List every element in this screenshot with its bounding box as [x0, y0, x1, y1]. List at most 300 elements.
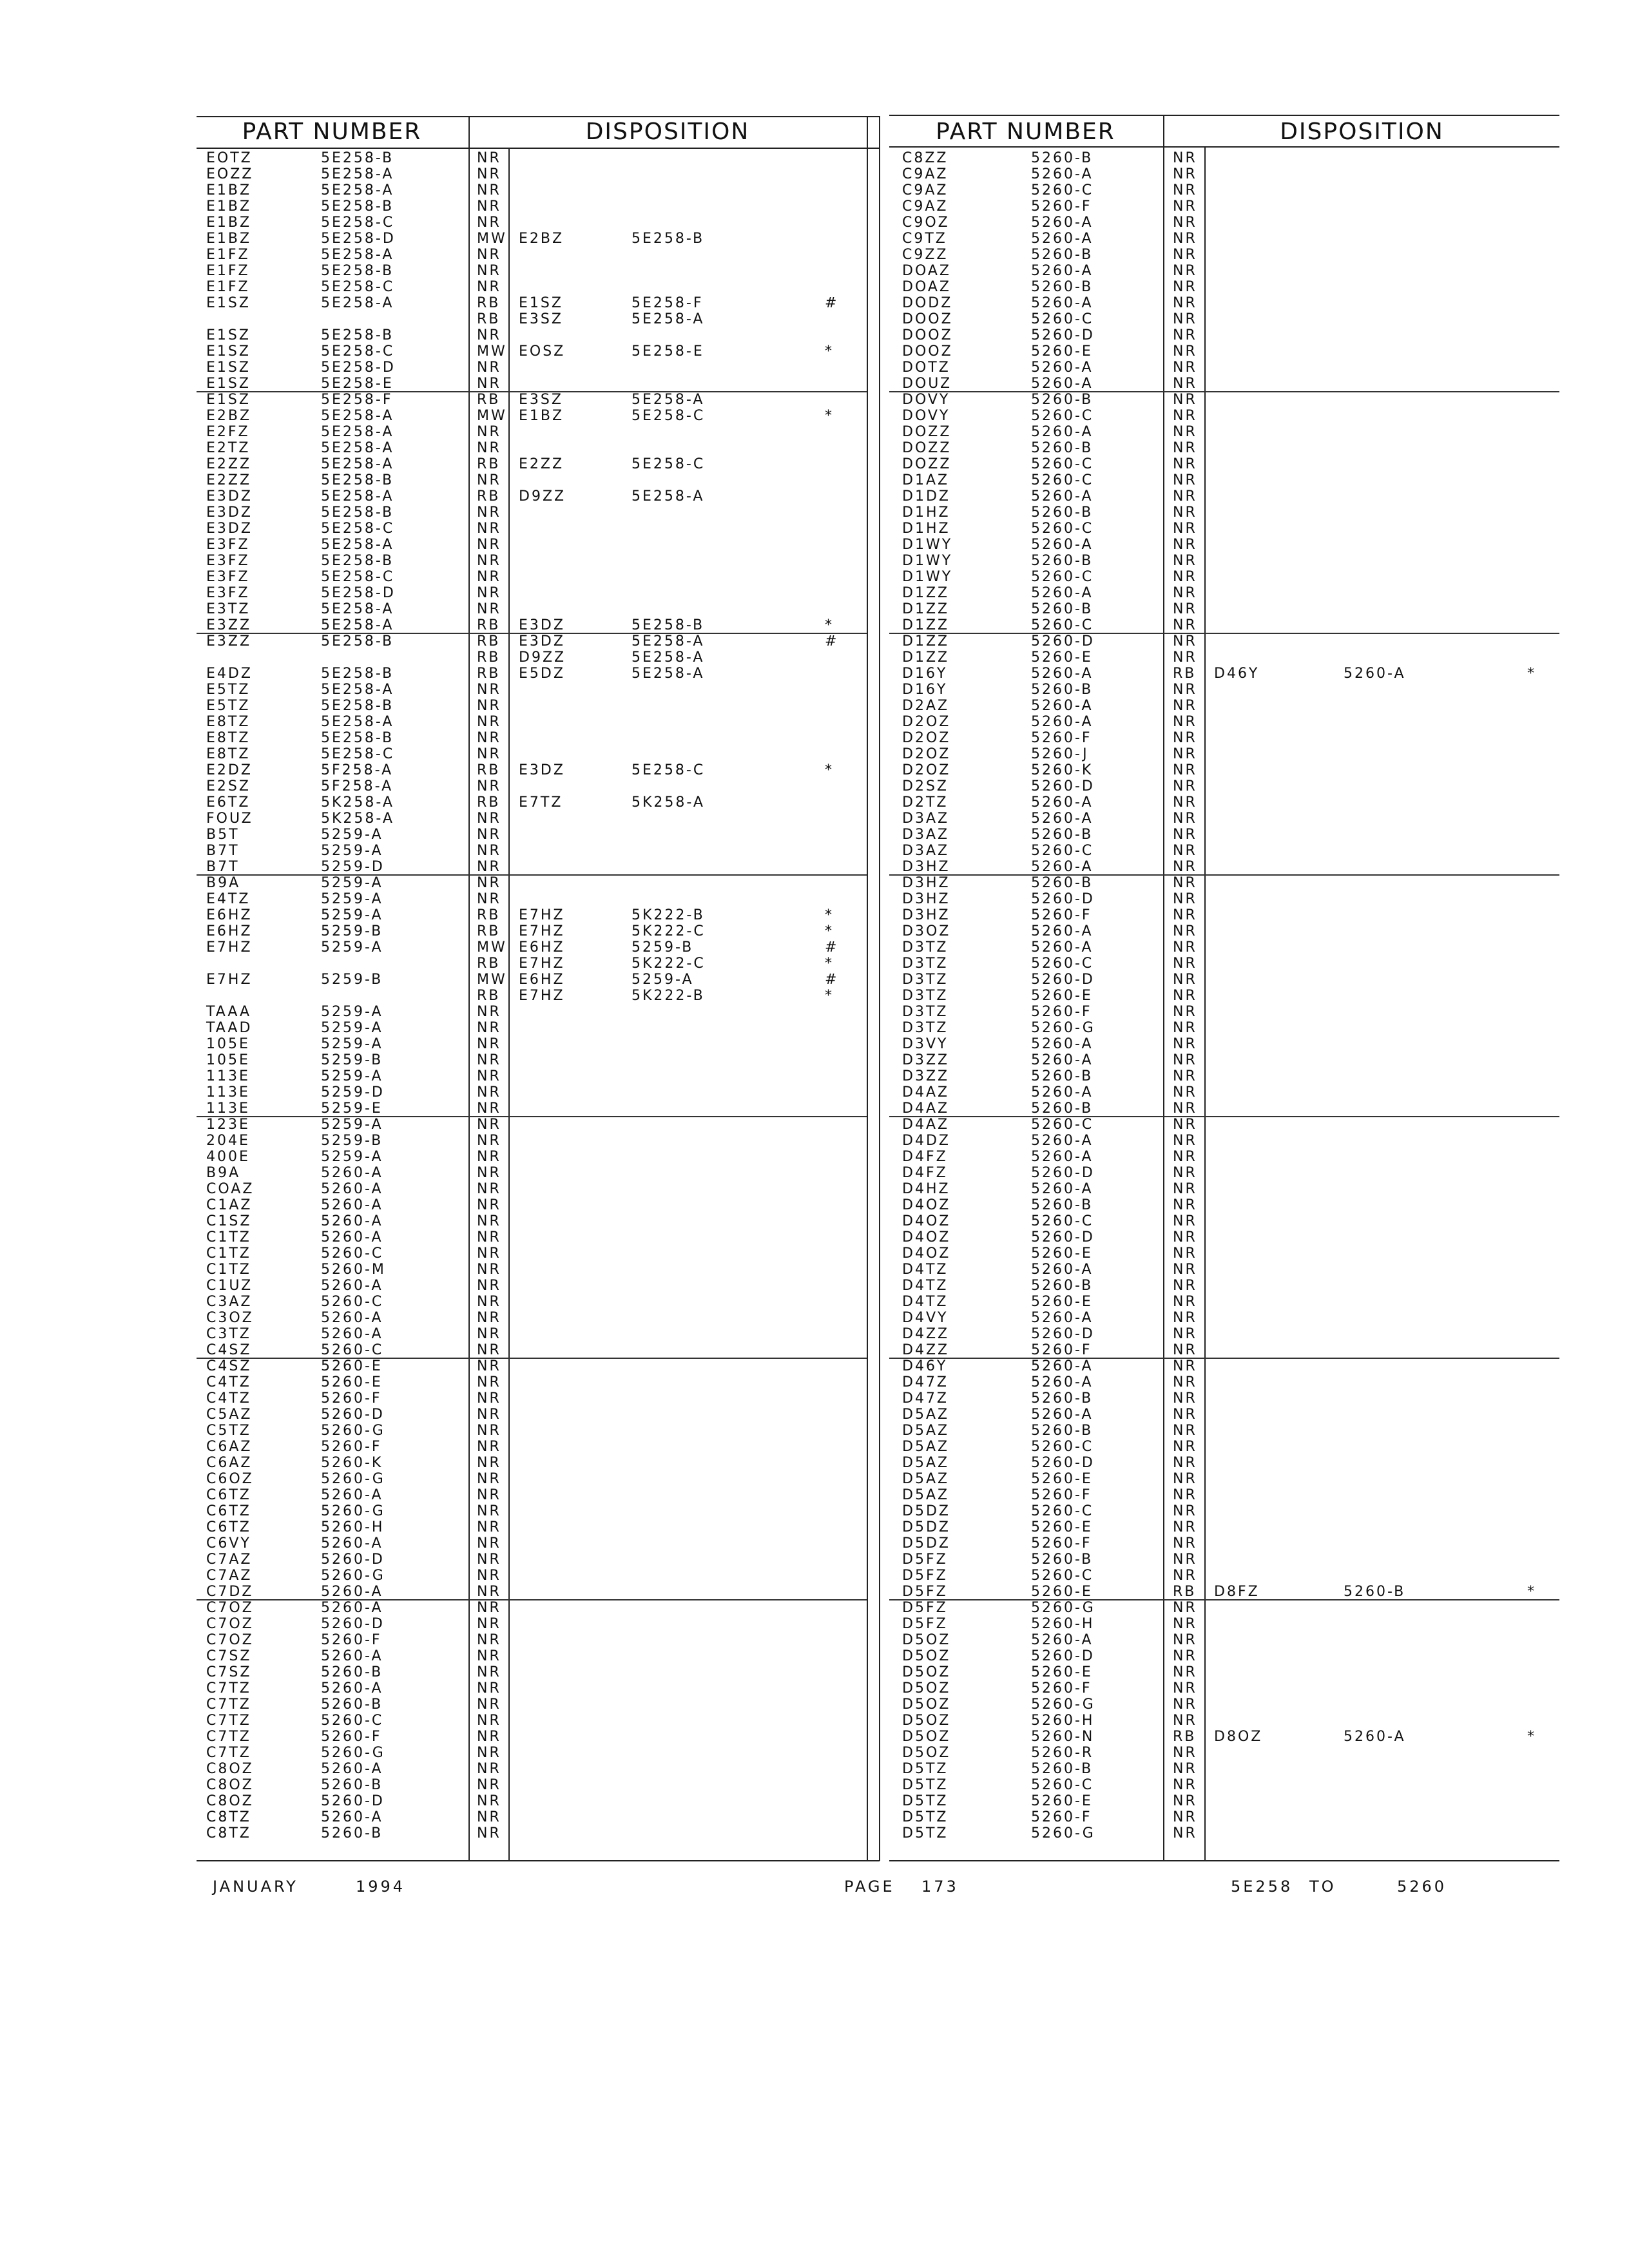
footer-range-to-word: TO [1309, 1878, 1336, 1896]
replacement-drawing: 5E258-B [631, 617, 705, 633]
drawing-number: 5260-B [1031, 247, 1094, 263]
part-number: DOOZ [902, 311, 953, 327]
disposition-code: NR [1173, 1229, 1197, 1245]
disposition-code: NR [1173, 1020, 1197, 1036]
drawing-number: 5260-E [1031, 1294, 1093, 1310]
part-number: D5FZ [902, 1616, 948, 1632]
disposition-code: MW [477, 408, 507, 424]
part-number: C1AZ [206, 1197, 253, 1213]
disposition-code: NR [477, 327, 501, 343]
part-number: C7AZ [206, 1568, 253, 1584]
disposition-code: NR [477, 424, 501, 440]
disposition-code: MW [477, 343, 507, 360]
disposition-code: RB [1173, 666, 1197, 682]
right-group-separator [889, 1116, 1559, 1117]
drawing-number: 5E258-A [321, 182, 394, 198]
part-number: C5TZ [206, 1423, 251, 1439]
disposition-code: NR [477, 521, 501, 537]
part-number: 113E [206, 1068, 250, 1084]
drawing-number: 5260-A [1031, 166, 1094, 182]
right-group-separator [889, 1599, 1559, 1600]
drawing-number: 5260-C [321, 1294, 384, 1310]
part-number: C7DZ [206, 1584, 254, 1600]
drawing-number: 5E258-C [321, 215, 395, 231]
drawing-number: 5260-E [1031, 1471, 1093, 1487]
disposition-code: NR [1173, 1664, 1197, 1680]
disposition-code: NR [1173, 939, 1197, 956]
drawing-number: 5E258-B [321, 327, 394, 343]
part-number: D3TZ [902, 1004, 949, 1020]
part-number: D4DZ [902, 1133, 950, 1149]
disposition-code: NR [1173, 617, 1197, 633]
disposition-code: NR [477, 1680, 501, 1696]
drawing-number: 5E258-A [321, 601, 394, 617]
drawing-number: 5260-R [1031, 1745, 1094, 1761]
drawing-number: 5259-B [321, 1052, 383, 1068]
drawing-number: 5260-A [1031, 537, 1094, 553]
replacement-drawing: 5260-A [1344, 1729, 1406, 1745]
disposition-code: NR [1173, 601, 1197, 617]
drawing-number: 5E258-A [321, 714, 394, 730]
part-number: E1SZ [206, 343, 251, 360]
replacement-drawing: 5E258-F [631, 295, 704, 311]
disposition-code: NR [1173, 1439, 1197, 1455]
part-number: C7TZ [206, 1745, 251, 1761]
disposition-code: RB [1173, 1729, 1197, 1745]
disposition-code: NR [1173, 247, 1197, 263]
part-number: 113E [206, 1084, 250, 1100]
drawing-number: 5260-B [1031, 440, 1094, 456]
disposition-code: NR [477, 1552, 501, 1568]
disposition-code: NR [477, 875, 501, 891]
part-number: D1WY [902, 569, 953, 585]
disposition-code: NR [477, 1809, 501, 1825]
drawing-number: 5260-G [321, 1471, 385, 1487]
part-number: B9A [206, 1165, 241, 1181]
disposition-code: NR [1173, 360, 1197, 376]
part-number: D3HZ [902, 875, 950, 891]
replacement-part: E7HZ [519, 923, 565, 939]
part-number: D4HZ [902, 1181, 950, 1197]
disposition-code: NR [1173, 585, 1197, 601]
part-number: B7T [206, 859, 240, 875]
part-number: E2BZ [206, 408, 252, 424]
part-number: E6HZ [206, 923, 253, 939]
drawing-number: 5260-A [1031, 1310, 1094, 1326]
replacement-part: E7HZ [519, 988, 565, 1004]
drawing-number: 5260-E [1031, 988, 1093, 1004]
disposition-code: NR [477, 1519, 501, 1535]
part-number: D4OZ [902, 1229, 951, 1245]
disposition-code: NR [1173, 1600, 1197, 1616]
drawing-number: 5F258-A [321, 762, 394, 778]
left-group-separator [197, 1358, 867, 1359]
replacement-drawing: 5K222-C [631, 956, 706, 972]
part-number: C9TZ [902, 231, 947, 247]
drawing-number: 5260-A [321, 1310, 383, 1326]
part-number: E2ZZ [206, 472, 252, 488]
replacement-part: E3DZ [519, 762, 565, 778]
part-number: D47Z [902, 1390, 949, 1407]
disposition-code: NR [1173, 1407, 1197, 1423]
drawing-number: 5260-D [1031, 633, 1095, 649]
part-number: D5FZ [902, 1568, 948, 1584]
drawing-number: 5260-D [1031, 972, 1095, 988]
disposition-code: NR [477, 376, 501, 392]
part-number: E2FZ [206, 424, 250, 440]
part-number: E3DZ [206, 521, 253, 537]
disposition-code: NR [477, 182, 501, 198]
right-group-separator [889, 1358, 1559, 1359]
drawing-number: 5260-A [1031, 794, 1094, 811]
disposition-code: NR [477, 472, 501, 488]
part-number: D4TZ [902, 1262, 949, 1278]
replacement-part: E3DZ [519, 633, 565, 649]
disposition-code: NR [1173, 875, 1197, 891]
replacement-drawing: 5E258-A [631, 488, 705, 505]
drawing-number: 5260-F [1031, 1809, 1092, 1825]
disposition-code: NR [477, 714, 501, 730]
disposition-code: NR [1173, 1568, 1197, 1584]
drawing-number: 5260-B [1031, 1423, 1094, 1439]
drawing-number: 5260-D [1031, 327, 1095, 343]
replacement-drawing: 5E258-A [631, 633, 705, 649]
disposition-code: NR [477, 360, 501, 376]
header-underline-left [197, 148, 880, 149]
disposition-code: NR [477, 1117, 501, 1133]
part-number: EOZZ [206, 166, 254, 182]
disposition-code: NR [1173, 1117, 1197, 1133]
part-number: D4AZ [902, 1117, 950, 1133]
disposition-code: NR [1173, 1471, 1197, 1487]
part-number: E1SZ [206, 392, 251, 408]
replacement-drawing: 5E258-A [631, 392, 705, 408]
disposition-code: NR [477, 1020, 501, 1036]
disposition-code: NR [1173, 633, 1197, 649]
disposition-code: NR [477, 1423, 501, 1439]
center-divider-b [879, 116, 880, 1861]
drawing-number: 5260-A [1031, 585, 1094, 601]
part-number: C9ZZ [902, 247, 949, 263]
drawing-number: 5259-E [321, 1100, 383, 1117]
drawing-number: 5260-A [321, 1680, 383, 1696]
drawing-number: 5260-C [321, 1245, 384, 1262]
part-number: COAZ [206, 1181, 255, 1197]
drawing-number: 5260-B [321, 1664, 383, 1680]
drawing-number: 5260-B [1031, 505, 1094, 521]
disposition-code: NR [1173, 1358, 1197, 1374]
drawing-number: 5259-A [321, 875, 383, 891]
part-number: D3HZ [902, 907, 950, 923]
disposition-code: NR [477, 1648, 501, 1664]
part-number: E7HZ [206, 972, 253, 988]
part-number: D3HZ [902, 891, 950, 907]
drawing-number: 5259-A [321, 1020, 383, 1036]
disposition-code: NR [1173, 505, 1197, 521]
disposition-code: RB [477, 923, 501, 939]
disposition-code: NR [1173, 891, 1197, 907]
drawing-number: 5260-C [1031, 569, 1094, 585]
part-number: D2OZ [902, 762, 951, 778]
disposition-code: NR [1173, 682, 1197, 698]
drawing-number: 5260-C [1031, 408, 1094, 424]
drawing-number: 5E258-C [321, 569, 395, 585]
disposition-code: NR [477, 1471, 501, 1487]
drawing-number: 5260-C [1031, 456, 1094, 472]
right-group-separator [889, 391, 1559, 392]
drawing-number: 5260-B [321, 1825, 383, 1841]
part-number: D3TZ [902, 988, 949, 1004]
part-number: E3TZ [206, 601, 251, 617]
drawing-number: 5260-C [1031, 1777, 1094, 1793]
drawing-number: 5260-H [321, 1519, 385, 1535]
drawing-number: 5E258-D [321, 231, 396, 247]
disposition-code: NR [477, 569, 501, 585]
replacement-drawing: 5E258-C [631, 762, 706, 778]
bottom-rule-right [889, 1860, 1559, 1861]
drawing-number: 5260-G [1031, 1825, 1095, 1841]
disposition-code: MW [477, 939, 507, 956]
disposition-code: NR [1173, 279, 1197, 295]
part-number: D5OZ [902, 1664, 951, 1680]
drawing-number: 5E258-C [321, 343, 395, 360]
note-mark: * [825, 923, 834, 939]
footer-month: JANUARY [213, 1878, 298, 1896]
disposition-code: NR [1173, 327, 1197, 343]
drawing-number: 5259-A [321, 907, 383, 923]
part-number: D4AZ [902, 1100, 950, 1117]
disposition-code: NR [1173, 907, 1197, 923]
drawing-number: 5259-A [321, 1068, 383, 1084]
drawing-number: 5260-A [1031, 1036, 1094, 1052]
note-mark: * [825, 907, 834, 923]
drawing-number: 5260-G [1031, 1696, 1095, 1713]
drawing-number: 5260-E [1031, 649, 1093, 666]
disposition-code: NR [1173, 1809, 1197, 1825]
part-number: D4OZ [902, 1197, 951, 1213]
part-number: E1SZ [206, 360, 251, 376]
drawing-number: 5260-B [1031, 392, 1094, 408]
drawing-number: 5260-A [1031, 1084, 1094, 1100]
disposition-code: NR [1173, 1245, 1197, 1262]
replacement-part: D46Y [1214, 666, 1260, 682]
replacement-part: E3SZ [519, 392, 563, 408]
disposition-code: RB [477, 392, 501, 408]
drawing-number: 5260-A [1031, 1262, 1094, 1278]
disposition-code: NR [1173, 1052, 1197, 1068]
drawing-number: 5260-A [1031, 1358, 1094, 1374]
disposition-code: NR [1173, 1278, 1197, 1294]
part-number: D5OZ [902, 1680, 951, 1696]
drawing-number: 5260-A [1031, 811, 1094, 827]
part-number: C7SZ [206, 1664, 252, 1680]
disposition-code: NR [477, 698, 501, 714]
part-number: C7AZ [206, 1552, 253, 1568]
disposition-code: NR [1173, 988, 1197, 1004]
disposition-code: RB [477, 988, 501, 1004]
disposition-code: NR [477, 247, 501, 263]
note-mark: * [1527, 1729, 1536, 1745]
note-mark: * [825, 408, 834, 424]
drawing-number: 5259-A [321, 827, 383, 843]
drawing-number: 5E258-E [321, 376, 394, 392]
disposition-code: NR [1173, 1213, 1197, 1229]
disposition-code: NR [477, 1503, 501, 1519]
part-number: D5AZ [902, 1407, 950, 1423]
part-number: B7T [206, 843, 240, 859]
drawing-number: 5260-A [321, 1487, 383, 1503]
drawing-number: 5260-F [1031, 198, 1092, 215]
part-number: E2DZ [206, 762, 253, 778]
replacement-part: E1SZ [519, 295, 563, 311]
drawing-number: 5E258-D [321, 585, 396, 601]
drawing-number: 5259-A [321, 939, 383, 956]
disposition-code: NR [1173, 1294, 1197, 1310]
disposition-code: NR [1173, 231, 1197, 247]
right-code-column-rule [1204, 147, 1206, 1861]
disposition-code: NR [477, 1390, 501, 1407]
drawing-number: 5E258-B [321, 472, 394, 488]
replacement-drawing: 5K222-C [631, 923, 706, 939]
disposition-code: NR [1173, 649, 1197, 666]
part-number: D1WY [902, 553, 953, 569]
part-number: D4ZZ [902, 1326, 950, 1342]
drawing-number: 5260-B [1031, 279, 1094, 295]
disposition-code: NR [477, 1374, 501, 1390]
disposition-code: NR [477, 553, 501, 569]
part-number: C4TZ [206, 1374, 251, 1390]
part-number: DOVY [902, 392, 950, 408]
part-number: D1ZZ [902, 633, 950, 649]
disposition-code: NR [1173, 1374, 1197, 1390]
disposition-code: NR [1173, 1825, 1197, 1841]
disposition-code: RB [477, 907, 501, 923]
drawing-number: 5260-D [321, 1552, 385, 1568]
replacement-part: E7HZ [519, 907, 565, 923]
drawing-number: 5260-B [1031, 1100, 1094, 1117]
drawing-number: 5E258-C [321, 746, 395, 762]
part-number: D5TZ [902, 1761, 949, 1777]
part-number: D47Z [902, 1374, 949, 1390]
disposition-code: NR [1173, 1390, 1197, 1407]
part-number: D46Y [902, 1358, 948, 1374]
disposition-code: NR [1173, 1036, 1197, 1052]
part-number: D5OZ [902, 1745, 951, 1761]
part-number: D5OZ [902, 1648, 951, 1664]
disposition-code: NR [477, 1245, 501, 1262]
drawing-number: 5259-D [321, 859, 385, 875]
part-number: D5TZ [902, 1825, 949, 1841]
right-group-separator [889, 874, 1559, 876]
disposition-code: NR [477, 730, 501, 746]
disposition-code: NR [1173, 1777, 1197, 1793]
part-number: E5TZ [206, 682, 251, 698]
part-number: D5AZ [902, 1455, 950, 1471]
disposition-code: NR [477, 1052, 501, 1068]
left-group-separator [197, 874, 867, 876]
part-number: FOUZ [206, 811, 253, 827]
drawing-number: 5260-A [321, 1278, 383, 1294]
part-number: D2OZ [902, 746, 951, 762]
disposition-code: NR [1173, 1680, 1197, 1696]
drawing-number: 5260-B [1031, 682, 1094, 698]
disposition-code: NR [477, 778, 501, 794]
drawing-number: 5260-B [1031, 827, 1094, 843]
drawing-number: 5260-A [1031, 1374, 1094, 1390]
drawing-number: 5260-F [321, 1632, 382, 1648]
disposition-code: NR [477, 537, 501, 553]
note-mark: * [825, 956, 834, 972]
drawing-number: 5260-C [1031, 1503, 1094, 1519]
disposition-code: NR [1173, 1310, 1197, 1326]
drawing-number: 5260-A [1031, 939, 1094, 956]
part-number: C8TZ [206, 1825, 251, 1841]
disposition-code: NR [477, 1278, 501, 1294]
replacement-part: E7HZ [519, 956, 565, 972]
replacement-part: E7TZ [519, 794, 563, 811]
disposition-code: RB [477, 617, 501, 633]
drawing-number: 5260-D [1031, 891, 1095, 907]
part-number: E1BZ [206, 231, 252, 247]
drawing-number: 5E258-A [321, 295, 394, 311]
disposition-code: NR [477, 1294, 501, 1310]
drawing-number: 5260-A [1031, 1181, 1094, 1197]
drawing-number: 5E258-A [321, 456, 394, 472]
part-number: D1ZZ [902, 585, 950, 601]
disposition-code: NR [477, 1568, 501, 1584]
drawing-number: 5260-F [1031, 730, 1092, 746]
part-number: D4FZ [902, 1165, 948, 1181]
part-number: C6AZ [206, 1439, 253, 1455]
part-number: D2OZ [902, 730, 951, 746]
drawing-number: 5260-E [1031, 1584, 1093, 1600]
part-number: D1AZ [902, 472, 950, 488]
part-number: E1BZ [206, 182, 252, 198]
part-number: D1DZ [902, 488, 950, 505]
drawing-number: 5260-D [1031, 1648, 1095, 1664]
disposition-code: NR [1173, 827, 1197, 843]
drawing-number: 5259-A [321, 1117, 383, 1133]
part-number: D4OZ [902, 1213, 951, 1229]
disposition-code: NR [1173, 472, 1197, 488]
part-number: E4TZ [206, 891, 251, 907]
part-number: C4SZ [206, 1358, 252, 1374]
part-number: D5TZ [902, 1777, 949, 1793]
drawing-number: 5259-B [321, 1133, 383, 1149]
disposition-code: MW [477, 972, 507, 988]
disposition-code: NR [477, 1632, 501, 1648]
part-number: E3ZZ [206, 617, 252, 633]
disposition-code: NR [1173, 521, 1197, 537]
drawing-number: 5260-A [1031, 1149, 1094, 1165]
part-number: C1SZ [206, 1213, 252, 1229]
part-number: C8OZ [206, 1777, 254, 1793]
disposition-code: NR [1173, 1616, 1197, 1632]
disposition-code: RB [477, 488, 501, 505]
disposition-code: NR [477, 1487, 501, 1503]
part-number: EOTZ [206, 150, 253, 166]
drawing-number: 5E258-B [321, 505, 394, 521]
part-number: C6TZ [206, 1487, 251, 1503]
replacement-drawing: 5E258-C [631, 456, 706, 472]
disposition-code: NR [1173, 923, 1197, 939]
drawing-number: 5E258-A [321, 408, 394, 424]
left-group-separator [197, 1116, 867, 1117]
drawing-number: 5260-A [1031, 666, 1094, 682]
part-number: C7OZ [206, 1600, 254, 1616]
disposition-code: NR [1173, 1535, 1197, 1552]
replacement-part: D8FZ [1214, 1584, 1260, 1600]
